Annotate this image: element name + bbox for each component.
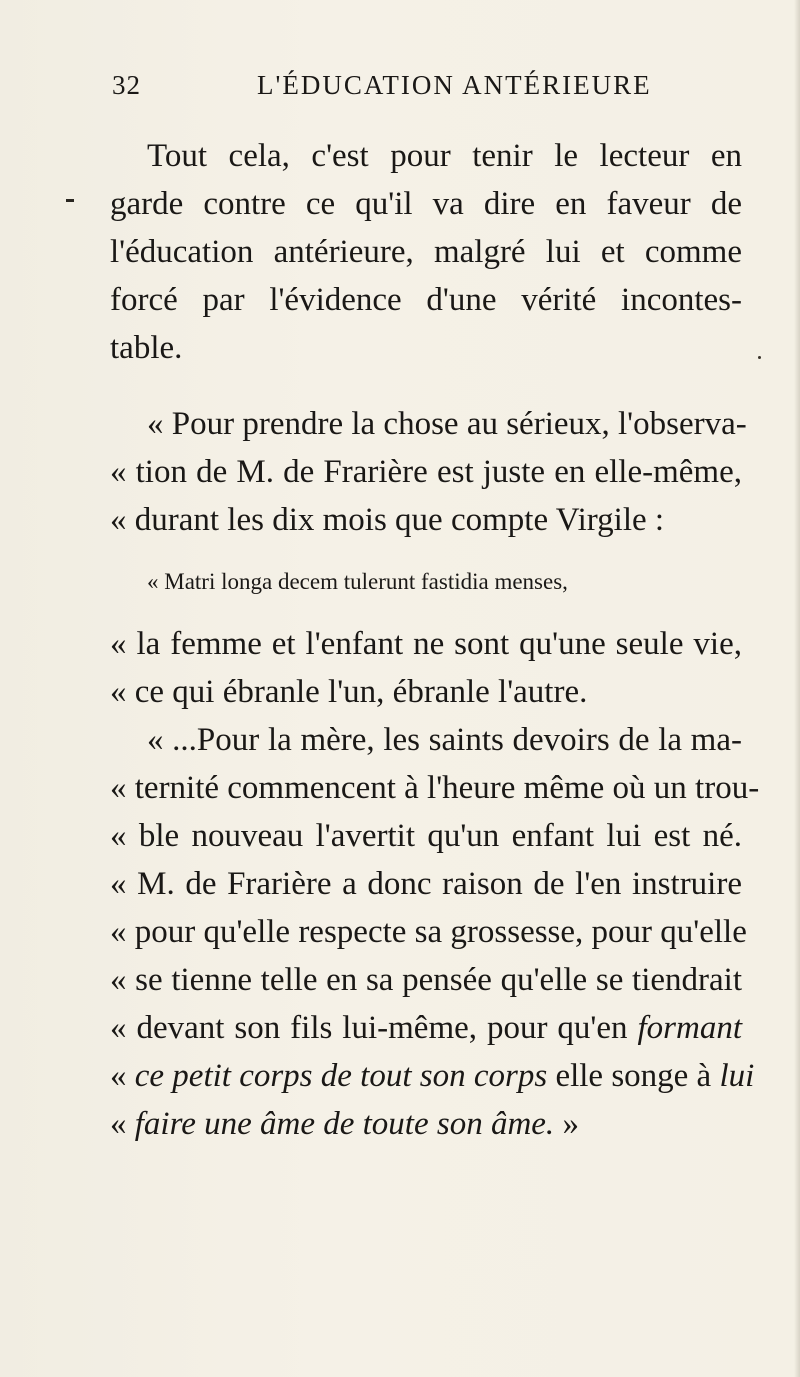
text-block (110, 132, 760, 1148)
line-lead: « (110, 1058, 127, 1094)
italic-phrase: ce petit corps de tout son corps (134, 1058, 548, 1094)
italic-word: formant (637, 1010, 743, 1046)
text-line: garde contre ce qu'il va dire en faveur de (110, 186, 742, 222)
quote-line: « durant les dix mois que compte Virgile : (110, 502, 665, 538)
line-lead: « (110, 1106, 127, 1142)
quote-line: « tion de M. de Frarière est juste en elle-même, (110, 454, 742, 490)
paragraph-gap (110, 372, 742, 400)
italic-phrase: faire une âme de toute son âme. (134, 1106, 555, 1142)
quote-line: « ternité commencent à l'heure même où un trou- (110, 770, 760, 806)
margin-speck (758, 356, 761, 359)
quote-line: « ble nouveau l'avertit qu'un enfant lui est né. (110, 818, 742, 854)
quote-line-final (110, 1100, 742, 1148)
running-title: L'ÉDUCATION ANTÉRIEURE (257, 70, 652, 100)
page-edge-shadow (794, 0, 800, 1377)
page-number: 32 (112, 70, 141, 100)
quote-line: « la femme et l'enfant ne sont qu'une seule vie, (110, 626, 742, 662)
latin-verse: « Matri longa decem tulerunt fastidia menses, (147, 569, 568, 594)
quote-line-corps (110, 1052, 755, 1100)
running-head (112, 70, 732, 110)
quote-line: « Pour prendre la chose au sérieux, l'observa- (147, 406, 747, 442)
quote-line: « pour qu'elle respecte sa grossesse, pour qu'elle (110, 914, 747, 950)
quote-line: « se tienne telle en sa pensée qu'elle se tiendrait (110, 962, 742, 998)
line-lead: « devant son fils lui-même, pour qu'en (110, 1010, 628, 1046)
quote-line: « ce qui ébranle l'un, ébranle l'autre. (110, 674, 588, 710)
verse-gap (110, 604, 742, 620)
italic-word: lui (719, 1058, 755, 1094)
text-line: l'éducation antérieure, malgré lui et comme (110, 234, 742, 270)
quote-line: « ...Pour la mère, les saints devoirs de la ma- (147, 722, 742, 758)
quote-line-formant (110, 1004, 742, 1052)
text-line: forcé par l'évidence d'une vérité incontes- (110, 282, 742, 318)
verse-gap (110, 544, 742, 560)
text-line: Tout cela, c'est pour tenir le lecteur en (147, 138, 742, 174)
roman-phrase: elle songe à (555, 1058, 712, 1094)
quote-line: « M. de Frarière a donc raison de l'en instruire (110, 866, 742, 902)
text-line: table. (110, 330, 183, 366)
closing-quote: » (562, 1106, 579, 1142)
margin-mark (66, 199, 74, 202)
